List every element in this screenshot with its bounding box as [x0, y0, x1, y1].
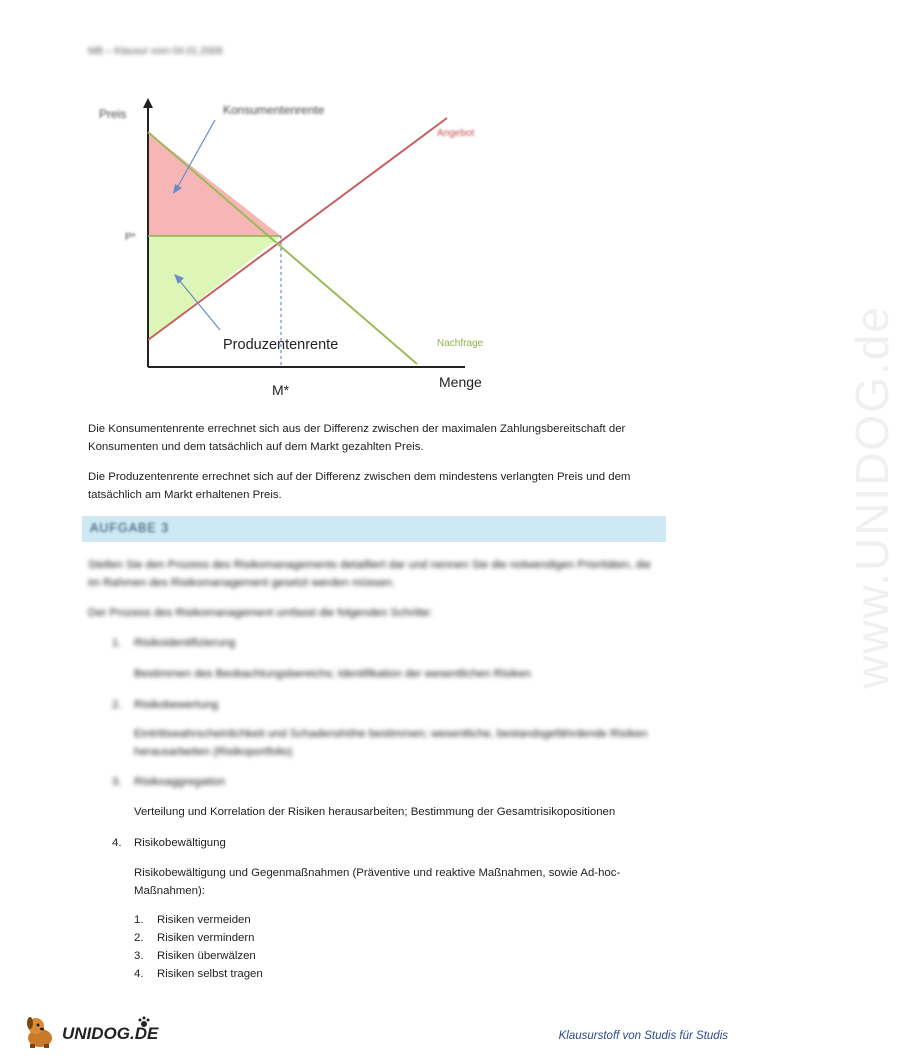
sub-item-1-number: 1. — [134, 914, 144, 926]
sub-item-4-text: Risiken selbst tragen — [157, 968, 263, 980]
consumer-surplus-area — [148, 132, 281, 236]
unidog-logo[interactable] — [22, 1014, 162, 1050]
question-line2: im Rahmen des Risikomanagement gesetzt werden müssen. — [88, 577, 396, 589]
step4-number: 4. — [112, 837, 122, 849]
producer-surplus-paragraph-line1: Die Produzentenrente errechnet sich auf der Differenz zwischen dem mindestens verlangten Preis und dem — [88, 471, 631, 483]
consumer-surplus-label: Konsumentenrente — [223, 103, 325, 117]
sub-item-4-number: 4. — [134, 968, 144, 980]
step2-number: 2. — [112, 699, 122, 711]
page-header: MB – Klausur vom 04.01.2008 — [88, 46, 223, 57]
m-star-label: M* — [272, 382, 290, 398]
dog-mascot-icon — [22, 1014, 62, 1050]
step1-description: Bestimmen des Beobachtungsbereichs; Identifikation der wesentlichen Risiken — [134, 668, 531, 680]
consumer-producer-surplus-diagram — [95, 90, 515, 400]
logo-text: UNIDOG.DE — [62, 1024, 159, 1043]
step4-description-line2: Maßnahmen): — [134, 885, 205, 897]
step3-number: 3. — [112, 776, 122, 788]
step2-title: Risikobewertung — [134, 699, 219, 711]
step3-title: Risikoaggregation — [134, 776, 226, 788]
step2-description-line1: Eintrittswahrscheinlichkeit und Schadenshöhe bestimmen; wesentliche, bestandsgefährdende Risiken — [134, 728, 648, 740]
step3-description: Verteilung und Korrelation der Risiken herausarbeiten; Bestimmung der Gesamtrisikopositionen — [134, 806, 616, 818]
producer-surplus-paragraph-line2: tatsächlich am Markt erhaltenen Preis. — [88, 489, 282, 501]
watermark-text: www.UNIDOG.de — [845, 305, 898, 689]
step2-description-line2: herausarbeiten (Risikoportfolio) — [134, 746, 293, 758]
sub-item-1-text: Risiken vermeiden — [157, 914, 251, 926]
question-line1: Stellen Sie den Prozess des Risikomanagements detailliert dar und nennen Sie die notwendigen Prioritäten, die — [88, 559, 651, 571]
step4-description-line1: Risikobewältigung und Gegenmaßnahmen (Präventive und reaktive Maßnahmen, sowie Ad-hoc- — [134, 867, 621, 879]
consumer-surplus-paragraph-line2: Konsumenten und dem tatsächlich auf dem Markt gezahlten Preis. — [88, 441, 424, 453]
x-axis-label: Menge — [439, 374, 482, 390]
section-heading-bar — [82, 516, 666, 542]
sub-item-3-text: Risiken überwälzen — [157, 950, 256, 962]
sub-item-3-number: 3. — [134, 950, 144, 962]
watermark — [640, 240, 898, 760]
demand-label: Nachfrage — [437, 338, 484, 349]
y-axis-arrow-icon — [143, 98, 153, 108]
step1-number: 1. — [112, 637, 122, 649]
sub-item-2-text: Risiken vermindern — [157, 932, 255, 944]
p-star-label: P* — [125, 232, 136, 243]
y-axis-label: Preis — [99, 107, 127, 121]
sub-item-2-number: 2. — [134, 932, 144, 944]
producer-surplus-label: Produzentenrente — [223, 337, 339, 353]
section-heading: AUFGABE 3 — [90, 521, 170, 535]
process-intro: Der Prozess des Risikomanagement umfasst die folgenden Schritte: — [88, 607, 433, 619]
step1-title: Risikoidentifizierung — [134, 637, 236, 649]
step4-title: Risikobewältigung — [134, 837, 226, 849]
consumer-surplus-paragraph-line1: Die Konsumentenrente errechnet sich aus der Differenz zwischen der maximalen Zahlungsbereitschaft der — [88, 423, 626, 435]
footer-tagline: Klausurstoff von Studis für Studis — [558, 1030, 728, 1042]
supply-label: Angebot — [437, 128, 475, 139]
